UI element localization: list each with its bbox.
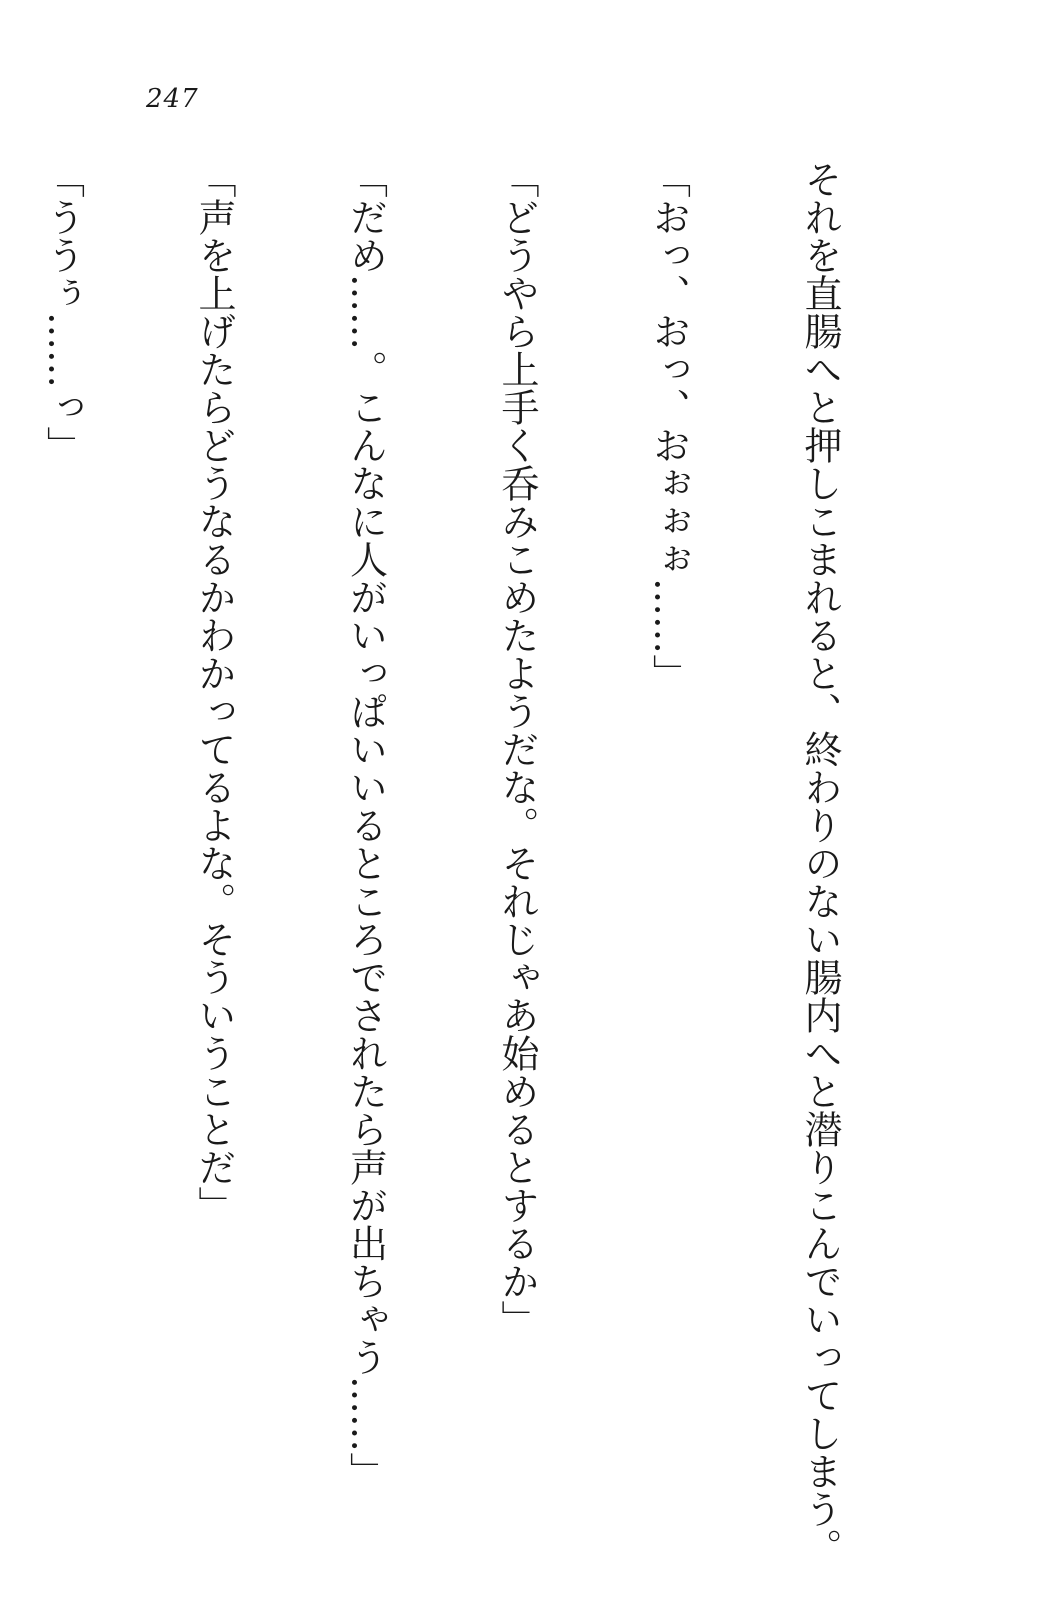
page-number: 247 (146, 84, 199, 114)
text-line: 「ううぅ……っ」 (40, 160, 85, 464)
text-line: 「おっ、おっ、おぉぉぉ……」 (646, 160, 691, 692)
text-line: それを直腸へと押しこまれると、終わりのない腸内へと潜りこんでいってしまう。 (798, 160, 842, 1566)
text-line: 「声を上げたらどうなるかわかってるよな。そういうことだ」 (192, 160, 236, 1224)
text-line: 「だめ……。こんなに人がいっぱいいるところでされたら声が出ちゃう……」 (343, 160, 388, 1490)
text-line: 「どうやら上手く呑みこめたようだな。それじゃあ始めるとするか」 (495, 160, 539, 1338)
vertical-text-body (0, 160, 938, 1566)
